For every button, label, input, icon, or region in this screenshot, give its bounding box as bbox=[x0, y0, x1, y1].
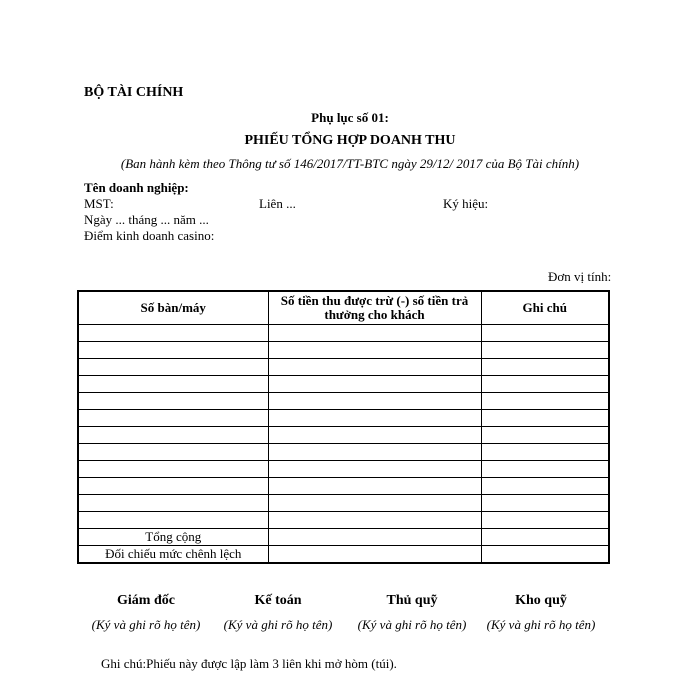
notes-cell[interactable] bbox=[481, 359, 609, 376]
notes-cell[interactable] bbox=[481, 427, 609, 444]
total-notes-cell[interactable] bbox=[481, 529, 609, 546]
table-machine-cell[interactable] bbox=[78, 376, 268, 393]
notes-cell[interactable] bbox=[481, 393, 609, 410]
signature-note: (Ký và ghi rõ họ tên) bbox=[486, 617, 596, 632]
ministry-name: BỘ TÀI CHÍNH bbox=[84, 85, 184, 100]
table-machine-cell[interactable] bbox=[78, 478, 268, 495]
column-header-net-amount: Số tiền thu được trừ (-) số tiền trả thưởng cho khách bbox=[268, 291, 481, 325]
notes-cell[interactable] bbox=[481, 325, 609, 342]
total-amount-cell[interactable] bbox=[268, 529, 481, 546]
signature-accountant bbox=[213, 593, 343, 633]
table-row bbox=[78, 325, 609, 342]
total-row bbox=[78, 529, 609, 546]
table-row bbox=[78, 393, 609, 410]
table-row bbox=[78, 444, 609, 461]
net-amount-cell[interactable] bbox=[268, 410, 481, 427]
net-amount-cell[interactable] bbox=[268, 444, 481, 461]
total-label: Tổng cộng bbox=[78, 529, 268, 546]
copy-label: Liên ... bbox=[259, 196, 296, 211]
net-amount-cell[interactable] bbox=[268, 376, 481, 393]
footer-note: Ghi chú:Phiếu này được lập làm 3 liên khi mở hòm (túi). bbox=[101, 656, 397, 671]
reconcile-label: Đối chiếu mức chênh lệch bbox=[78, 546, 268, 564]
table-row bbox=[78, 478, 609, 495]
appendix-label: Phụ lục số 01: bbox=[311, 110, 389, 125]
table-row bbox=[78, 410, 609, 427]
reconcile-row bbox=[78, 546, 609, 564]
reconcile-notes-cell[interactable] bbox=[481, 546, 609, 564]
signature-cashier bbox=[347, 593, 477, 633]
column-header-notes: Ghi chú bbox=[481, 291, 609, 325]
notes-cell[interactable] bbox=[481, 342, 609, 359]
net-amount-cell[interactable] bbox=[268, 342, 481, 359]
table-machine-cell[interactable] bbox=[78, 512, 268, 529]
table-machine-cell[interactable] bbox=[78, 342, 268, 359]
table-body bbox=[78, 325, 609, 529]
tax-code-label: MST: bbox=[84, 196, 114, 211]
table-row bbox=[78, 376, 609, 393]
table-row bbox=[78, 512, 609, 529]
notes-cell[interactable] bbox=[481, 461, 609, 478]
document-title: PHIẾU TỔNG HỢP DOANH THU bbox=[244, 133, 456, 148]
signature-director bbox=[81, 593, 211, 633]
symbol-label: Ký hiệu: bbox=[443, 196, 489, 211]
table-row bbox=[78, 461, 609, 478]
notes-cell[interactable] bbox=[481, 444, 609, 461]
signature-title: Kho quỹ bbox=[515, 593, 567, 608]
net-amount-cell[interactable] bbox=[268, 427, 481, 444]
table-machine-cell[interactable] bbox=[78, 393, 268, 410]
signature-vault-keeper bbox=[476, 593, 606, 633]
notes-cell[interactable] bbox=[481, 495, 609, 512]
net-amount-cell[interactable] bbox=[268, 359, 481, 376]
casino-location-label: Điểm kinh doanh casino: bbox=[84, 228, 215, 243]
signature-note: (Ký và ghi rõ họ tên) bbox=[91, 617, 201, 632]
table-machine-cell[interactable] bbox=[78, 495, 268, 512]
table-row bbox=[78, 427, 609, 444]
revenue-table bbox=[77, 290, 610, 564]
signature-title: Giám đốc bbox=[117, 593, 175, 608]
table-machine-cell[interactable] bbox=[78, 444, 268, 461]
table-row bbox=[78, 342, 609, 359]
table-header-row bbox=[78, 291, 609, 325]
document-subtitle: (Ban hành kèm theo Thông tư số 146/2017/TT-BTC ngày 29/12/ 2017 của Bộ Tài chính) bbox=[120, 156, 580, 171]
signature-title: Thủ quỹ bbox=[386, 593, 438, 608]
notes-cell[interactable] bbox=[481, 478, 609, 495]
table-machine-cell[interactable] bbox=[78, 461, 268, 478]
notes-cell[interactable] bbox=[481, 512, 609, 529]
net-amount-cell[interactable] bbox=[268, 393, 481, 410]
table-row bbox=[78, 359, 609, 376]
net-amount-cell[interactable] bbox=[268, 478, 481, 495]
signature-note: (Ký và ghi rõ họ tên) bbox=[357, 617, 467, 632]
company-name-label: Tên doanh nghiệp: bbox=[84, 180, 189, 195]
table-machine-cell[interactable] bbox=[78, 410, 268, 427]
reconcile-amount-cell[interactable] bbox=[268, 546, 481, 564]
column-header-table-machine: Số bàn/máy bbox=[78, 291, 268, 325]
table-machine-cell[interactable] bbox=[78, 325, 268, 342]
table-machine-cell[interactable] bbox=[78, 427, 268, 444]
net-amount-cell[interactable] bbox=[268, 461, 481, 478]
table-row bbox=[78, 495, 609, 512]
net-amount-cell[interactable] bbox=[268, 495, 481, 512]
signature-note: (Ký và ghi rõ họ tên) bbox=[223, 617, 333, 632]
date-label: Ngày ... tháng ... năm ... bbox=[84, 212, 209, 227]
unit-label: Đơn vị tính: bbox=[548, 269, 612, 284]
net-amount-cell[interactable] bbox=[268, 325, 481, 342]
notes-cell[interactable] bbox=[481, 410, 609, 427]
signature-title: Kế toán bbox=[254, 593, 302, 608]
net-amount-cell[interactable] bbox=[268, 512, 481, 529]
notes-cell[interactable] bbox=[481, 376, 609, 393]
table-machine-cell[interactable] bbox=[78, 359, 268, 376]
